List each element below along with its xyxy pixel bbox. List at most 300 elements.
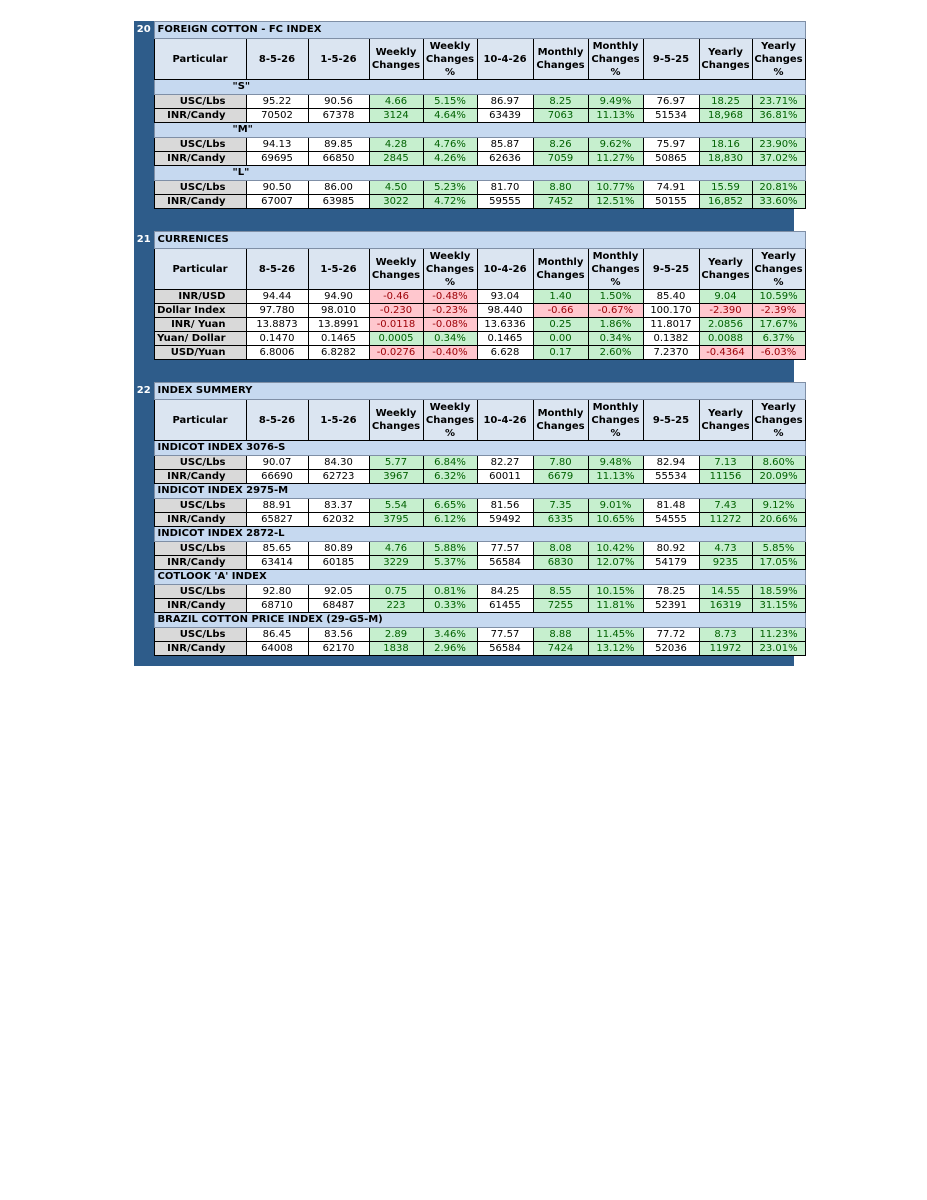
table-row (134, 95, 805, 109)
column-header: 1-5-26 (308, 400, 369, 441)
column-header: Monthly Changes % (588, 249, 643, 290)
value-cell: 223 (369, 599, 423, 613)
value-cell: 77.57 (477, 628, 533, 642)
table-row (134, 332, 805, 346)
value-cell: 9.01% (588, 499, 643, 513)
gutter (134, 138, 154, 152)
value-cell: 59555 (477, 195, 533, 209)
gutter (134, 513, 154, 527)
section-table (134, 21, 806, 209)
gutter (134, 332, 154, 346)
gutter (134, 166, 154, 181)
column-header: 10-4-26 (477, 249, 533, 290)
gutter (134, 613, 154, 628)
table-row (134, 304, 805, 318)
value-cell: 0.75 (369, 585, 423, 599)
value-cell: 6679 (533, 470, 588, 484)
value-cell: 88.91 (246, 499, 308, 513)
gutter (134, 499, 154, 513)
column-header: Monthly Changes (533, 39, 588, 80)
row-label: INR/Candy (154, 556, 246, 570)
row-label: INR/Candy (154, 109, 246, 123)
value-cell: 65827 (246, 513, 308, 527)
value-cell: 5.77 (369, 456, 423, 470)
value-cell: 18,830 (699, 152, 752, 166)
group-label: BRAZIL COTTON PRICE INDEX (29-G5-M) (154, 613, 805, 628)
value-cell: 80.89 (308, 542, 369, 556)
value-cell: 62032 (308, 513, 369, 527)
value-cell: 82.27 (477, 456, 533, 470)
value-cell: 2.0856 (699, 318, 752, 332)
value-cell: 50155 (643, 195, 699, 209)
value-cell: 92.05 (308, 585, 369, 599)
column-header: 8-5-26 (246, 400, 308, 441)
gutter (134, 181, 154, 195)
value-cell: 6.37% (752, 332, 805, 346)
row-label: USC/Lbs (154, 95, 246, 109)
value-cell: 31.15% (752, 599, 805, 613)
value-cell: 7452 (533, 195, 588, 209)
column-header: Weekly Changes % (423, 400, 477, 441)
value-cell: 10.65% (588, 513, 643, 527)
column-header: Yearly Changes (699, 400, 752, 441)
table-row (134, 628, 805, 642)
row-label: Dollar Index (154, 304, 246, 318)
value-cell: 5.37% (423, 556, 477, 570)
value-cell: 0.17 (533, 346, 588, 360)
gutter (134, 570, 154, 585)
value-cell: 62723 (308, 470, 369, 484)
section-title: CURRENICES (154, 232, 805, 249)
value-cell: 9.12% (752, 499, 805, 513)
value-cell: 37.02% (752, 152, 805, 166)
value-cell: 23.01% (752, 642, 805, 656)
value-cell: 11156 (699, 470, 752, 484)
table-row (134, 181, 805, 195)
value-cell: 18.59% (752, 585, 805, 599)
gutter (134, 95, 154, 109)
section-gap (134, 217, 794, 231)
value-cell: 8.88 (533, 628, 588, 642)
value-cell: 95.22 (246, 95, 308, 109)
group-label: INDICOT INDEX 3076-S (154, 441, 805, 456)
column-header: Yearly Changes (699, 249, 752, 290)
value-cell: 16,852 (699, 195, 752, 209)
value-cell: 4.66 (369, 95, 423, 109)
value-cell: 2845 (369, 152, 423, 166)
value-cell: 85.87 (477, 138, 533, 152)
value-cell: 75.97 (643, 138, 699, 152)
value-cell: 9.49% (588, 95, 643, 109)
value-cell: 7.13 (699, 456, 752, 470)
gutter (134, 470, 154, 484)
value-cell: 0.1382 (643, 332, 699, 346)
column-header: Particular (154, 39, 246, 80)
table-row (134, 513, 805, 527)
group-label: INDICOT INDEX 2975-M (154, 484, 805, 499)
section-title: FOREIGN COTTON - FC INDEX (154, 22, 805, 39)
value-cell: -2.390 (699, 304, 752, 318)
value-cell: 81.48 (643, 499, 699, 513)
gutter (134, 527, 154, 542)
value-cell: 0.33% (423, 599, 477, 613)
column-header: 9-5-25 (643, 249, 699, 290)
value-cell: 66850 (308, 152, 369, 166)
gutter (134, 484, 154, 499)
row-label: USC/Lbs (154, 628, 246, 642)
value-cell: 7063 (533, 109, 588, 123)
section-separator (134, 360, 794, 368)
row-label: USC/Lbs (154, 585, 246, 599)
gutter (134, 109, 154, 123)
value-cell: 54555 (643, 513, 699, 527)
column-header: 9-5-25 (643, 39, 699, 80)
gutter (134, 195, 154, 209)
value-cell: -0.40% (423, 346, 477, 360)
table-row (134, 556, 805, 570)
value-cell: 85.65 (246, 542, 308, 556)
value-cell: 13.8873 (246, 318, 308, 332)
value-cell: 14.55 (699, 585, 752, 599)
table-row (134, 599, 805, 613)
row-label: INR/USD (154, 290, 246, 304)
gutter (134, 400, 154, 441)
value-cell: 4.72% (423, 195, 477, 209)
value-cell: 6.65% (423, 499, 477, 513)
value-cell: 8.26 (533, 138, 588, 152)
value-cell: 63439 (477, 109, 533, 123)
value-cell: 60011 (477, 470, 533, 484)
column-header: Monthly Changes (533, 249, 588, 290)
value-cell: 0.34% (588, 332, 643, 346)
value-cell: 10.77% (588, 181, 643, 195)
value-cell: 89.85 (308, 138, 369, 152)
table-row (134, 585, 805, 599)
value-cell: 6.84% (423, 456, 477, 470)
value-cell: 11.13% (588, 470, 643, 484)
value-cell: 4.76 (369, 542, 423, 556)
value-cell: 23.90% (752, 138, 805, 152)
row-label: USD/Yuan (154, 346, 246, 360)
value-cell: 60185 (308, 556, 369, 570)
value-cell: 0.1470 (246, 332, 308, 346)
value-cell: 20.09% (752, 470, 805, 484)
value-cell: 94.13 (246, 138, 308, 152)
gutter (134, 152, 154, 166)
column-header: Weekly Changes % (423, 249, 477, 290)
column-header: Monthly Changes % (588, 400, 643, 441)
value-cell: 86.45 (246, 628, 308, 642)
value-cell: 94.90 (308, 290, 369, 304)
value-cell: 2.96% (423, 642, 477, 656)
column-header: Particular (154, 249, 246, 290)
value-cell: 11.13% (588, 109, 643, 123)
value-cell: 55534 (643, 470, 699, 484)
value-cell: 76.97 (643, 95, 699, 109)
value-cell: 54179 (643, 556, 699, 570)
value-cell: 18.25 (699, 95, 752, 109)
value-cell: 92.80 (246, 585, 308, 599)
value-cell: 0.1465 (477, 332, 533, 346)
table-row (134, 499, 805, 513)
section-number: 20 (134, 22, 154, 39)
value-cell: 83.37 (308, 499, 369, 513)
column-header: Monthly Changes (533, 400, 588, 441)
gutter (134, 441, 154, 456)
row-label: USC/Lbs (154, 138, 246, 152)
value-cell: -6.03% (752, 346, 805, 360)
value-cell: 12.51% (588, 195, 643, 209)
value-cell: 62636 (477, 152, 533, 166)
value-cell: 7059 (533, 152, 588, 166)
column-header: Weekly Changes (369, 39, 423, 80)
value-cell: 0.25 (533, 318, 588, 332)
value-cell: -0.67% (588, 304, 643, 318)
value-cell: 5.88% (423, 542, 477, 556)
value-cell: 7255 (533, 599, 588, 613)
value-cell: 69695 (246, 152, 308, 166)
value-cell: 93.04 (477, 290, 533, 304)
value-cell: 6335 (533, 513, 588, 527)
value-cell: -0.46 (369, 290, 423, 304)
table-row (134, 109, 805, 123)
table-row (134, 542, 805, 556)
value-cell: 4.64% (423, 109, 477, 123)
section-separator (134, 209, 794, 217)
value-cell: 11.45% (588, 628, 643, 642)
table-row (134, 195, 805, 209)
group-label: "L" (154, 166, 805, 181)
value-cell: 11272 (699, 513, 752, 527)
group-label: "M" (154, 123, 805, 138)
column-header: Yearly Changes % (752, 400, 805, 441)
row-label: INR/Candy (154, 152, 246, 166)
value-cell: 7424 (533, 642, 588, 656)
gutter (134, 39, 154, 80)
row-label: INR/ Yuan (154, 318, 246, 332)
column-header: Weekly Changes % (423, 39, 477, 80)
value-cell: 94.44 (246, 290, 308, 304)
value-cell: 6.12% (423, 513, 477, 527)
gutter (134, 628, 154, 642)
value-cell: -0.08% (423, 318, 477, 332)
value-cell: -0.0118 (369, 318, 423, 332)
gutter (134, 80, 154, 95)
group-label: INDICOT INDEX 2872-L (154, 527, 805, 542)
value-cell: 51534 (643, 109, 699, 123)
value-cell: 15.59 (699, 181, 752, 195)
gutter (134, 318, 154, 332)
value-cell: 8.80 (533, 181, 588, 195)
value-cell: 18.16 (699, 138, 752, 152)
column-header: 1-5-26 (308, 249, 369, 290)
value-cell: 11.27% (588, 152, 643, 166)
value-cell: 90.50 (246, 181, 308, 195)
value-cell: 36.81% (752, 109, 805, 123)
value-cell: 7.43 (699, 499, 752, 513)
value-cell: 7.2370 (643, 346, 699, 360)
value-cell: 8.60% (752, 456, 805, 470)
row-label: USC/Lbs (154, 542, 246, 556)
value-cell: 20.81% (752, 181, 805, 195)
value-cell: 80.92 (643, 542, 699, 556)
value-cell: 56584 (477, 556, 533, 570)
gutter (134, 123, 154, 138)
value-cell: 64008 (246, 642, 308, 656)
value-cell: 3124 (369, 109, 423, 123)
value-cell: 50865 (643, 152, 699, 166)
value-cell: 3022 (369, 195, 423, 209)
table-row (134, 290, 805, 304)
value-cell: 4.76% (423, 138, 477, 152)
column-header: Monthly Changes % (588, 39, 643, 80)
value-cell: 33.60% (752, 195, 805, 209)
row-label: INR/Candy (154, 642, 246, 656)
value-cell: 100.170 (643, 304, 699, 318)
value-cell: 62170 (308, 642, 369, 656)
value-cell: -0.230 (369, 304, 423, 318)
value-cell: 11.8017 (643, 318, 699, 332)
row-label: USC/Lbs (154, 181, 246, 195)
value-cell: 59492 (477, 513, 533, 527)
gutter (134, 599, 154, 613)
value-cell: 6.628 (477, 346, 533, 360)
value-cell: 90.56 (308, 95, 369, 109)
value-cell: 7.80 (533, 456, 588, 470)
value-cell: 86.00 (308, 181, 369, 195)
value-cell: 20.66% (752, 513, 805, 527)
row-label: INR/Candy (154, 470, 246, 484)
value-cell: 1.40 (533, 290, 588, 304)
value-cell: 10.59% (752, 290, 805, 304)
value-cell: 9.04 (699, 290, 752, 304)
value-cell: 8.55 (533, 585, 588, 599)
section-gap (134, 368, 794, 382)
value-cell: 3967 (369, 470, 423, 484)
value-cell: 90.07 (246, 456, 308, 470)
table-row (134, 346, 805, 360)
value-cell: 1838 (369, 642, 423, 656)
row-label: USC/Lbs (154, 456, 246, 470)
value-cell: 5.85% (752, 542, 805, 556)
table-row (134, 138, 805, 152)
value-cell: 61455 (477, 599, 533, 613)
value-cell: 13.8991 (308, 318, 369, 332)
value-cell: 2.89 (369, 628, 423, 642)
value-cell: 3795 (369, 513, 423, 527)
row-label: Yuan/ Dollar (154, 332, 246, 346)
value-cell: 0.1465 (308, 332, 369, 346)
section-table (134, 231, 806, 360)
value-cell: 0.00 (533, 332, 588, 346)
value-cell: 63414 (246, 556, 308, 570)
table-row (134, 152, 805, 166)
column-header: 8-5-26 (246, 39, 308, 80)
value-cell: 1.50% (588, 290, 643, 304)
value-cell: 11.23% (752, 628, 805, 642)
value-cell: 85.40 (643, 290, 699, 304)
column-header: Yearly Changes % (752, 249, 805, 290)
row-label: INR/Candy (154, 195, 246, 209)
gutter (134, 585, 154, 599)
value-cell: 9.48% (588, 456, 643, 470)
value-cell: 13.6336 (477, 318, 533, 332)
table-row (134, 642, 805, 656)
value-cell: 0.34% (423, 332, 477, 346)
value-cell: 17.05% (752, 556, 805, 570)
column-header: 8-5-26 (246, 249, 308, 290)
section-table (134, 382, 806, 656)
value-cell: -0.0276 (369, 346, 423, 360)
column-header: Yearly Changes % (752, 39, 805, 80)
group-label: COTLOOK 'A' INDEX (154, 570, 805, 585)
row-label: INR/Candy (154, 599, 246, 613)
value-cell: 52036 (643, 642, 699, 656)
value-cell: 63985 (308, 195, 369, 209)
value-cell: 23.71% (752, 95, 805, 109)
column-header: 10-4-26 (477, 400, 533, 441)
gutter (134, 346, 154, 360)
value-cell: 11972 (699, 642, 752, 656)
value-cell: 86.97 (477, 95, 533, 109)
value-cell: 18,968 (699, 109, 752, 123)
value-cell: -2.39% (752, 304, 805, 318)
gutter (134, 542, 154, 556)
gutter (134, 556, 154, 570)
value-cell: 97.780 (246, 304, 308, 318)
value-cell: 1.86% (588, 318, 643, 332)
value-cell: 8.73 (699, 628, 752, 642)
value-cell: 84.25 (477, 585, 533, 599)
value-cell: 70502 (246, 109, 308, 123)
value-cell: -0.4364 (699, 346, 752, 360)
value-cell: 77.72 (643, 628, 699, 642)
value-cell: 3.46% (423, 628, 477, 642)
value-cell: 6.8282 (308, 346, 369, 360)
value-cell: 6.8006 (246, 346, 308, 360)
value-cell: 6.32% (423, 470, 477, 484)
column-header: 1-5-26 (308, 39, 369, 80)
value-cell: 4.73 (699, 542, 752, 556)
section-title: INDEX SUMMERY (154, 383, 805, 400)
gutter (134, 304, 154, 318)
value-cell: 4.28 (369, 138, 423, 152)
value-cell: -0.23% (423, 304, 477, 318)
value-cell: 3229 (369, 556, 423, 570)
value-cell: 77.57 (477, 542, 533, 556)
value-cell: 17.67% (752, 318, 805, 332)
value-cell: -0.48% (423, 290, 477, 304)
value-cell: 5.54 (369, 499, 423, 513)
value-cell: 9235 (699, 556, 752, 570)
table-row (134, 456, 805, 470)
column-header: Weekly Changes (369, 249, 423, 290)
value-cell: 82.94 (643, 456, 699, 470)
value-cell: 4.50 (369, 181, 423, 195)
value-cell: 5.23% (423, 181, 477, 195)
table-row (134, 318, 805, 332)
value-cell: 83.56 (308, 628, 369, 642)
column-header: Yearly Changes (699, 39, 752, 80)
value-cell: 2.60% (588, 346, 643, 360)
value-cell: -0.66 (533, 304, 588, 318)
value-cell: 10.42% (588, 542, 643, 556)
row-label: INR/Candy (154, 513, 246, 527)
value-cell: 6830 (533, 556, 588, 570)
value-cell: 0.0088 (699, 332, 752, 346)
value-cell: 9.62% (588, 138, 643, 152)
value-cell: 74.91 (643, 181, 699, 195)
